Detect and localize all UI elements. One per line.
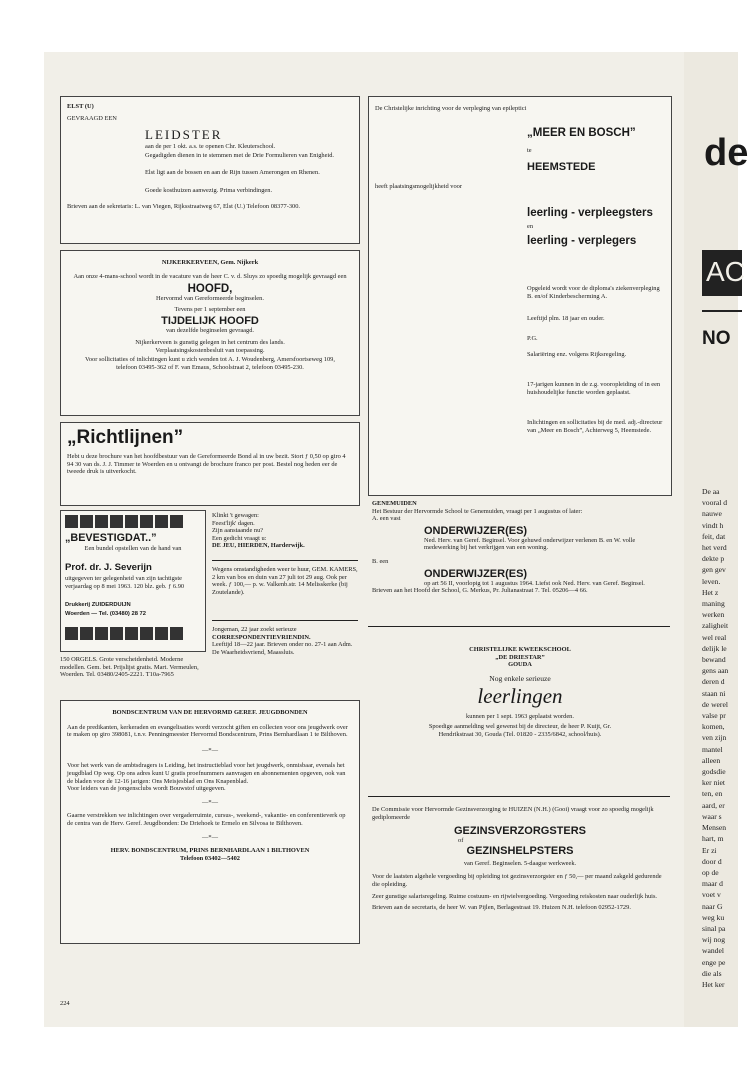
ad-role: ONDERWIJZER(ES) — [424, 524, 528, 537]
ad-kamers: Wegens omstandigheden weer te huur, GEM. KAMERS, 2 km van bos en duin van 27 juli tot 29 aug. Ook per week. ƒ 100,— p. w. Valkenb.str. 14 Melisskerke (bij Zoutelande). — [212, 566, 358, 596]
ad-line: van dezelfde beginselen gevraagd. — [165, 327, 254, 335]
ad-jongeman — [212, 626, 358, 656]
ad-role: TIJDELIJK HOOFD — [161, 315, 259, 328]
separator: —*— — [202, 746, 218, 754]
ad-paragraph: Brieven aan de secretaris, de heer W. van Pijlen, Berlagestraat 19. Huizen N.H. telefoon 02952-1729. — [372, 904, 631, 912]
separator: —*— — [202, 833, 218, 841]
ad-intro: Aan onze 4-mans-school wordt in de vacature van de heer C. v. d. Sluys zo spoedig mogelijk gevraagd een — [73, 272, 347, 280]
ad-role: HOOFD, — [187, 283, 233, 296]
facing-text-line: naar G — [702, 901, 723, 911]
ad-driestar — [372, 634, 668, 738]
facing-body-text — [702, 486, 728, 990]
facing-headline: de — [704, 132, 748, 174]
ad-footer: Telefoon 03402—5402 — [180, 854, 240, 862]
ad-header: NIJKERKERVEEN, Gem. Nijkerk — [161, 259, 259, 266]
ad-en: en — [527, 223, 534, 230]
facing-text-line: vooral d — [702, 498, 728, 508]
ad-paragraph: Aan de predikanten, kerkeraden en evangelisaties wordt verzocht giften en collecten voor ons jeugdwerk over te maken op giro 398081, t.n.v. Penningmeester Hervormd Bondscentrum, Prins Bernhardlaan 1 te Bilthoven. — [67, 723, 348, 739]
facing-text-line: deren d — [702, 677, 725, 687]
facing-page-edge — [690, 52, 748, 1027]
ornament-row — [65, 515, 185, 533]
ad-line: Gegadigden dienen in te stemmen met de Drie Formulieren van Enigheid. — [145, 152, 335, 159]
ad-genemuiden — [372, 500, 668, 595]
ad-nijkerkerveen — [60, 250, 360, 416]
facing-text-line: aard, er — [702, 800, 725, 810]
facing-text-line: maar d — [702, 879, 723, 889]
ad-role: leerling - verpleegsters — [527, 207, 653, 219]
facing-text-line: waar s — [702, 811, 722, 821]
ad-header: BONDSCENTRUM VAN DE HERVORMD GEREF. JEUGDBONDEN — [112, 709, 308, 716]
ad-line: Voor sollicitaties of inlichtingen kunt u zich wenden tot A. J. Woudenberg, Amersfoortseweg 109, telefoon 03495-362 of F. van Emaus, Schoolstraat 2, telefoon 03495-230. — [85, 356, 335, 371]
facing-text-line: voet v — [702, 890, 721, 900]
ad-footer: HERV. BONDSCENTRUM, PRINS BERNHARDLAAN 1 BILTHOVEN — [110, 847, 310, 855]
ad-meer-en-bosch — [368, 96, 672, 496]
ad-title: „BEVESTIGDAT..” — [65, 532, 157, 544]
facing-rule — [702, 310, 742, 312]
ad-author: Prof. dr. J. Severijn — [65, 562, 152, 573]
facing-text-line: gens aan — [702, 666, 729, 676]
ad-line: Elst ligt aan de bossen en aan de Rijn tussen Amerongen en Rhenen. — [145, 169, 320, 176]
ad-line: DE JEU, HIERDEN, Harderwijk. — [212, 542, 305, 550]
facing-text-line: Mensen — [702, 823, 727, 833]
ad-line: aan de per 1 okt. a.s. te openen Chr. Kleuterschool. — [145, 143, 276, 150]
facing-text-line: wel real — [702, 632, 727, 642]
facing-text-line: die als — [702, 968, 722, 978]
ornament-row — [65, 627, 185, 645]
ad-place: HEEMSTEDE — [527, 161, 596, 173]
ad-paragraph: Voor het werk van de ambtsdragers is Leiding, het instructieblad voor het jeugdwerk, onmisbaar, evenals het jeugdblad Op weg. Op ons adres kunt U gratis proefnummers aanvragen en abonnementen opgeven, ook van de bladen voor de 12-16 jarigen: Ons Meisjesblad en Ons Knapenblad. — [67, 762, 346, 785]
facing-text-line: door d — [702, 856, 722, 866]
ad-place: ELST (U) — [67, 103, 94, 110]
ad-paragraph: Voor de laatsten algehele vergoeding bij opleiding tot gezinsverzorgster en ƒ 50,— per maand zakgeld gedurende die opleiding. — [372, 873, 662, 888]
facing-text-line: dekte p — [702, 554, 725, 564]
facing-text-line: ten, en — [702, 789, 723, 799]
ad-bondscentrum — [60, 700, 360, 944]
facing-text-line: feit, dat — [702, 531, 726, 541]
facing-text-line: nauwe — [702, 509, 722, 519]
ad-role: leerling - verplegers — [527, 235, 637, 247]
facing-text-line: weg ku — [702, 912, 725, 922]
ad-title: „Richtlijnen” — [67, 427, 184, 448]
facing-text-line: de werel — [702, 699, 728, 709]
ad-desc: uitgegeven ter gelegenheid van zijn tachtigste verjaardag op 8 mei 1963. 120 blz. geb. ƒ 6.90 — [65, 575, 185, 590]
ad-paragraph: Opgeleid wordt voor de diploma's ziekenverpleging B. en/of Kinderbescherming A. — [527, 285, 660, 300]
facing-text-line: mantel — [702, 744, 723, 754]
ad-role: ONDERWIJZER(ES) — [424, 567, 528, 580]
ad-desc: Spoedige aanmelding wel gewenst bij de directeur, de heer P. Kuijt, Gr. Hendrikstraat 30, Gouda (Tel. 01820 - 2335/6842, school/huis). — [428, 722, 612, 738]
facing-text-line: gen gev — [702, 565, 726, 575]
ad-intro: De Christelijke inrichting voor de verpleging van epileptici — [375, 105, 527, 112]
facing-text-line: zaligheit — [702, 621, 729, 631]
ad-place: GENEMUIDEN — [372, 500, 417, 507]
ad-line: Zijn aanstaande nu? — [212, 527, 264, 535]
ad-elst — [60, 96, 360, 244]
facing-text-line: wandel — [702, 946, 724, 956]
divider — [368, 626, 670, 627]
ad-intro: De Commissie voor Hervormde Gezinsverzorging te HUIZEN (N.H.) (Gooi) vraagt voor zo spoedig mogelijk gediplomeerde — [372, 806, 654, 821]
facing-text-line: vindt h — [702, 520, 724, 530]
ad-intro: Nog enkele serieuze — [489, 673, 551, 683]
facing-text-line: Het z — [702, 587, 719, 597]
ad-line: Goede kosthuizen aanwezig. Prima verbindingen. — [145, 187, 273, 194]
facing-text-line: staan ni — [702, 688, 726, 698]
ad-role: leerlingen — [477, 684, 563, 709]
ad-line: Jongeman, 22 jaar zoekt serieuze — [212, 626, 297, 633]
ad-of: of — [458, 837, 464, 845]
ad-paragraph: Zeer gunstige salarisregeling. Ruime costuum- en rijwielvergoeding. Vergoeding reiskosten naar ouderlijk huis. — [372, 892, 658, 900]
ad-intro: Het Bestuur der Hervormde School te Genemuiden, vraagt per 1 augustus of later: — [372, 507, 583, 515]
ad-line: Tevens per 1 september een — [174, 305, 246, 313]
facing-text-line: maning — [702, 599, 725, 609]
facing-text-line: sinal pa — [702, 923, 726, 933]
ad-paragraph: Gaarne verstrekken we inlichtingen over vergaderruimte, cursus-, weekend-, vakantie- en conferentieverk op de centra van de Herv. Geref. Jeugdbonden: De Driehoek te Ermelo en Silvosa te Bilthoven. — [67, 812, 346, 827]
ad-paragraph: P.G. — [527, 335, 538, 342]
ad-line: van Geref. Beginselen. 5-daagse werkweek. — [463, 859, 577, 867]
facing-text-line: ker niet — [702, 778, 725, 788]
ad-label: B. een — [372, 557, 389, 565]
ad-body: Hebt u deze brochure van het hoofdbestuur van de Gereformeerde Bond al in uw bezit. Stort ƒ 0,50 op giro 4 94 30 van ds. J. J. Timmer te Woerden en u ontvangt de brochure franco per post. Bestel nog heden eer de tweede druk is uitverkocht. — [67, 453, 346, 476]
ad-paragraph: Salariëring enz. volgens Rijksregeling. — [527, 351, 627, 358]
ad-role: GEZINSVERZORGSTERS — [453, 825, 587, 838]
facing-text-line: De aa — [702, 487, 720, 496]
ad-label: A. een vast — [372, 515, 401, 523]
ad-bevestigdat — [60, 510, 206, 652]
facing-text-line: het verd — [702, 543, 727, 553]
ad-role: GEZINSHELPSTERS — [466, 844, 574, 857]
ad-line: Verplaatsingskostenbesluit van toepassing. — [155, 346, 265, 354]
facing-subhead: NO — [702, 328, 731, 349]
ad-desc: Ned. Herv. van Geref. Beginsel. Voor gehuwd onderwijzer verlenen B. en W. volle medewerking bij het verkrijgen van een woning. — [424, 536, 636, 552]
ad-paragraph: Voor leiders van de jongensclubs wordt Bouwstof uitgegeven. — [67, 785, 226, 793]
ad-te: te — [527, 147, 532, 154]
facing-text-line: op de — [702, 867, 719, 877]
separator: —*— — [202, 798, 218, 806]
ad-desc: op art 56 II, voorlopig tot 1 augustus 1964. Liefst ook Ned. Herv. van Geref. Beginsel. — [424, 579, 645, 587]
ad-paragraph: Inlichtingen en sollicitaties bij de med. adj.-directeur van „Meer en Bosch”, Achterweg 5, Heemstede. — [527, 419, 663, 434]
ad-line: Leeftijd 18—22 jaar. Brieven onder no. 27-1 aan Adm. De Waarheidsvriend, Maassluis. — [212, 641, 353, 656]
ad-line: Klinkt 't gewagen: — [212, 512, 259, 519]
divider — [212, 620, 358, 621]
facing-banner-text: AC — [706, 256, 745, 287]
ad-line: CORRESPONDENTIEVRIENDIN. — [212, 633, 311, 641]
ad-line: Hervormd van Gereformeerde beginselen. — [156, 295, 264, 303]
facing-text-line: komen, — [702, 722, 725, 732]
facing-text-line: enge pe — [702, 957, 726, 967]
facing-text-line: Het ker — [702, 979, 725, 989]
divider — [212, 560, 358, 561]
ad-header: CHRISTELIJKE KWEEKSCHOOL — [469, 646, 571, 653]
facing-text-line: leven. — [702, 576, 721, 586]
ad-name: „MEER EN BOSCH” — [527, 127, 636, 139]
facing-text-line: wij nog — [702, 935, 725, 945]
page-number: 224 — [60, 1000, 70, 1007]
facing-text-line: Er zi — [702, 845, 717, 855]
ad-orgels: 150 ORGELS. Grote verscheidenheid. Moderne modellen. Gem. bet. Prijslijst gratis. Mart. Vermeulen, Woerden. Tel. 03480/2405-2221. T10a-7965 — [60, 656, 199, 679]
ad-publisher-place: Woerden — Tel. (03480) 28 72 — [65, 611, 146, 617]
ad-line: Feest'lijk' dagen. — [212, 519, 255, 527]
ad-header: „DE DRIESTAR” — [495, 653, 545, 661]
ad-richtlijnen — [60, 422, 360, 506]
facing-text-line: delijk le — [702, 643, 727, 653]
facing-text-line: werken — [702, 610, 725, 620]
ad-sought: GEVRAAGD EEN — [67, 115, 117, 122]
ad-contact: Brieven aan het Hoofd der School, G. Merkus, Pr. Julianastraat 7. Tel. 05206—4 66. — [372, 587, 588, 595]
facing-text-line: hart, m — [702, 834, 724, 844]
facing-text-line: valse pr — [702, 711, 726, 721]
ad-subtitle: Een bundel opstellen van de hand van — [84, 545, 182, 552]
ad-contact: Brieven aan de sekretaris: L. van Viegen, Rijksstraatweg 67, Elst (U.) Telefoon 08377-300. — [67, 203, 301, 210]
facing-text-line: alleen — [702, 755, 721, 765]
facing-text-line: godsdie — [702, 767, 726, 777]
ad-paragraph: 17-jarigen kunnen in de z.g. vooropleiding of in een huishoudelijke functie worden geplaatst. — [527, 381, 661, 396]
ad-paragraph: Leeftijd plm. 18 jaar en ouder. — [527, 315, 605, 322]
facing-text-line: ven zijn — [702, 733, 727, 743]
divider — [368, 796, 670, 797]
ad-line: Een gedicht vraagt u: — [212, 534, 267, 542]
facing-banner — [702, 250, 745, 296]
ad-city: GOUDA — [508, 661, 532, 669]
ad-role: LEIDSTER — [145, 127, 223, 142]
ad-line: Nijkerkerveen is gunstig gelegen in het centrum des lands. — [135, 338, 285, 346]
ad-publisher: Drukkerij ZUIDERDUIJN — [65, 602, 131, 608]
facing-text-line: bewand — [702, 655, 726, 665]
ad-desc: kunnen per 1 sept. 1963 geplaatst worden. — [466, 713, 574, 721]
ad-heeft: heeft plaatsingsmogelijkheid voor — [375, 183, 462, 190]
ad-klinkt — [212, 512, 358, 550]
ad-huizen — [372, 806, 668, 912]
